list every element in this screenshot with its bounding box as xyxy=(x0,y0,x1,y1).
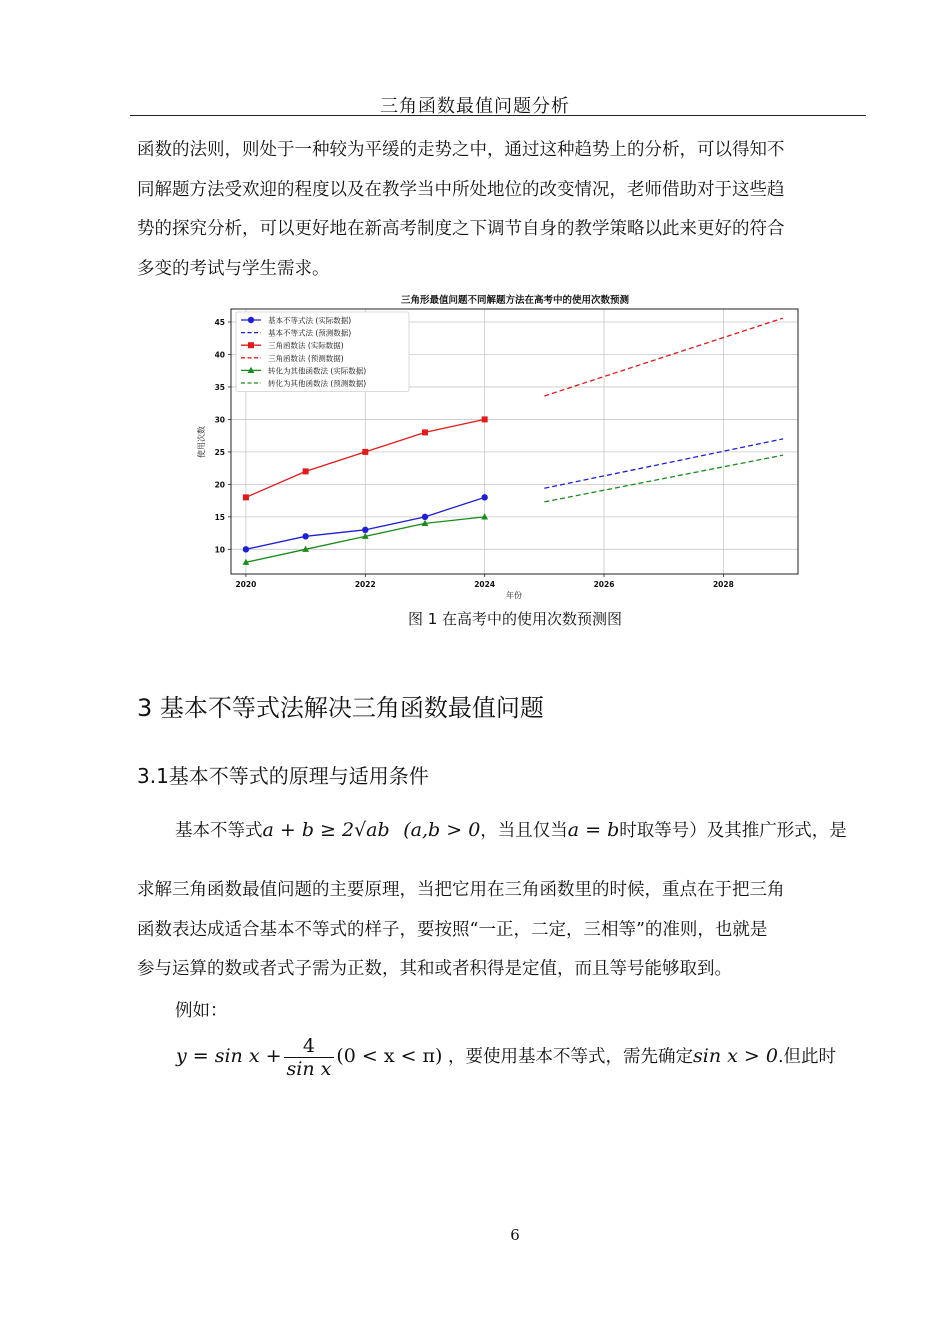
data-point-triangle xyxy=(481,513,488,519)
y-tick-label: 45 xyxy=(214,317,225,327)
intro-line: 同解题方法受欢迎的程度以及在教学当中所处地位的改变情况，老师借助对于这些趋 xyxy=(137,179,785,200)
data-point-circle xyxy=(243,546,249,552)
data-point-square xyxy=(303,468,309,474)
data-point-circle xyxy=(422,514,428,520)
x-tick-label: 2028 xyxy=(712,580,734,589)
text-run: ，当且仅当 xyxy=(480,821,568,841)
legend-label: 三角函数法 (实际数据) xyxy=(268,341,344,351)
figure-caption: 图 1 在高考中的使用次数预测图 xyxy=(407,610,623,628)
running-header-title: 三角函数最值问题分析 xyxy=(380,96,570,117)
intro-line: 多变的考试与学生需求。 xyxy=(137,258,330,279)
chart-legend xyxy=(236,312,409,392)
inequality-statement-line xyxy=(175,817,847,842)
fraction-numerator: 4 xyxy=(284,1035,335,1058)
y-tick-label: 40 xyxy=(214,350,225,360)
paragraph-line: 求解三角函数最值问题的主要原理，当把它用在三角函数里的时候，重点在于把三角 xyxy=(137,880,785,900)
chart-title: 三角形最值问题不同解题方法在高考中的使用次数预测 xyxy=(400,295,630,306)
paragraph-line: 函数表达成适合基本不等式的样子，要按照“一正，二定，三相等”的准则，也就是 xyxy=(137,919,768,940)
x-axis-label: 年份 xyxy=(506,591,522,600)
x-tick-label: 2022 xyxy=(354,580,376,589)
header-divider xyxy=(130,115,866,116)
y-tick-label: 15 xyxy=(214,512,225,522)
legend-label: 基本不等式法 (实际数据) xyxy=(268,316,352,325)
example-condition: sin x > 0 xyxy=(693,1045,778,1067)
y-tick-label: 10 xyxy=(214,545,225,555)
example-formula-line xyxy=(176,1035,836,1080)
data-point-circle xyxy=(302,533,308,539)
y-tick-label: 20 xyxy=(214,480,225,490)
inequality-formula: a + b ≥ 2√ab xyxy=(262,819,390,841)
text-run: 基本不等式 xyxy=(175,821,263,841)
y-tick-label: 30 xyxy=(214,415,225,425)
example-fraction xyxy=(284,1035,335,1080)
intro-line: 势的探究分析，可以更好地在新高考制度之下调节自身的教学策略以此来更好的符合 xyxy=(137,219,785,239)
example-lhs: y = sin x + xyxy=(176,1045,282,1067)
legend-label: 三角函数法 (预测数据) xyxy=(268,353,344,363)
x-tick-label: 2026 xyxy=(593,580,615,589)
text-run: 时取等号）及其推广形式，是 xyxy=(619,821,847,841)
intro-paragraph xyxy=(137,131,849,289)
x-tick-label: 2020 xyxy=(235,580,257,589)
legend-label: 基本不等式法 (预测数据) xyxy=(268,328,352,338)
data-point-square xyxy=(362,449,368,455)
y-tick-label: 35 xyxy=(214,382,225,392)
legend-label: 转化为其他函数法 (预测数据) xyxy=(268,379,367,388)
equality-condition: a = b xyxy=(567,819,620,841)
y-tick-label: 25 xyxy=(214,447,225,457)
data-point-square xyxy=(243,494,249,500)
example-label: 例如： xyxy=(175,1001,228,1021)
data-point-square xyxy=(248,342,254,348)
example-domain: (0 < x < π) xyxy=(336,1045,443,1067)
series-line xyxy=(544,318,783,396)
series-line xyxy=(544,439,783,488)
usage-forecast-chart xyxy=(190,290,810,602)
data-point-circle xyxy=(481,494,487,500)
page-number: 6 xyxy=(510,1226,520,1244)
data-point-circle xyxy=(362,527,368,533)
intro-line: 函数的法则，则处于一种较为平缓的走势之中，通过这种趋势上的分析，可以得知不 xyxy=(137,140,785,160)
y-axis-label: 使用次数 xyxy=(197,426,206,458)
text-run: ，要使用基本不等式，需先确定 xyxy=(448,1047,694,1067)
series-line xyxy=(544,455,783,502)
legend-label: 转化为其他函数法 (实际数据) xyxy=(268,366,367,376)
fraction-denominator: sin x xyxy=(286,1058,332,1080)
paragraph-line: 参与运算的数或者式子需为正数，其和或者积得是定值，而且等号能够取到。 xyxy=(137,959,732,979)
data-point-circle xyxy=(248,317,254,323)
data-point-square xyxy=(482,416,488,422)
inequality-condition: (a,b > 0 xyxy=(403,819,481,841)
principle-paragraph xyxy=(137,871,849,990)
section-heading: 3 基本不等式法解决三角函数最值问题 xyxy=(137,694,544,722)
data-point-square xyxy=(422,429,428,435)
x-tick-label: 2024 xyxy=(474,580,496,589)
text-run: .但此时 xyxy=(777,1047,837,1067)
subsection-heading: 3.1基本不等式的原理与适用条件 xyxy=(137,764,429,788)
